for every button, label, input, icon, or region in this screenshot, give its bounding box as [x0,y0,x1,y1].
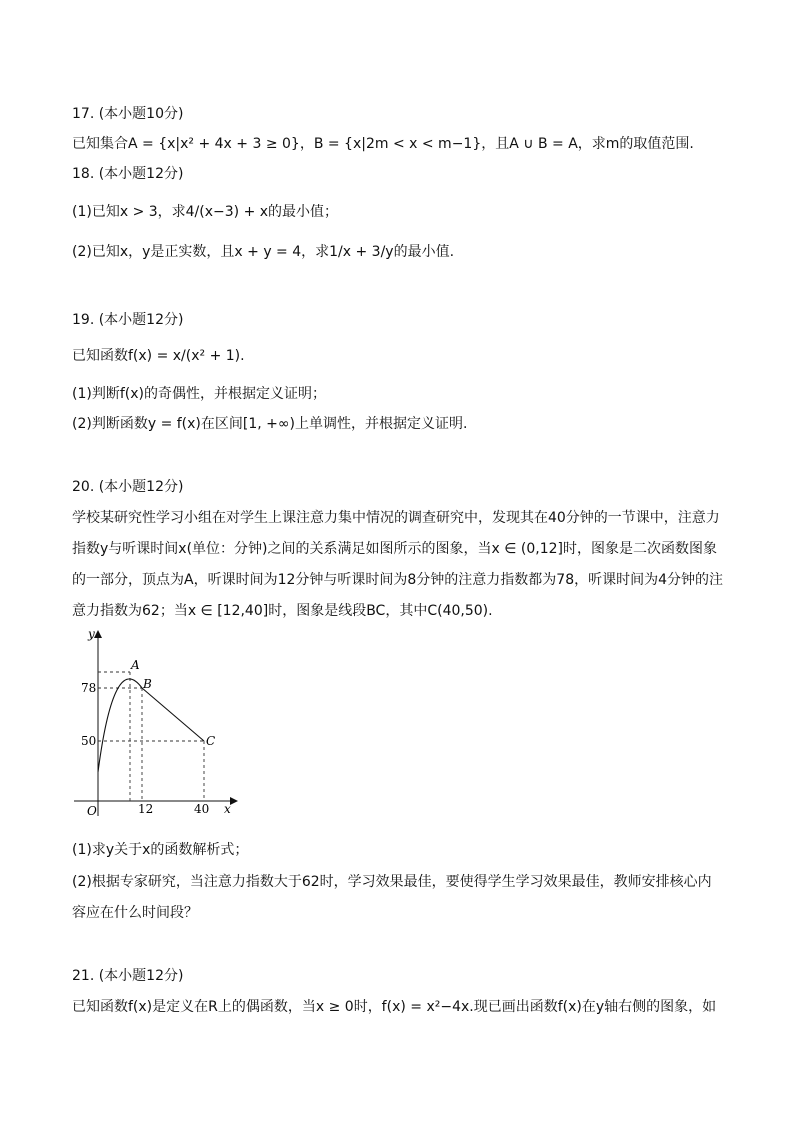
problem-18-part-1: (1)已知x > 3，求4/(x−3) + x的最小值； [72,204,339,220]
problem-19-header: 19. (本小题12分) [72,312,184,328]
problem-21-header: 21. (本小题12分) [72,968,184,984]
problem-20-part-2: (2)根据专家研究，当注意力指数大于62时，学习效果最佳，要使得学生学习效果最佳，教师安排核心内 [72,874,712,890]
tick-label-50: 50 [81,734,97,748]
problem-18-part-2: (2)已知x，y是正实数，且x + y = 4，求1/x + 3/y的最小值. [72,244,455,260]
attention-index-graph [68,620,248,820]
problem-19-part-2: (2)判断函数y = f(x)在区间[1, +∞)上单调性，并根据定义证明. [72,416,468,432]
point-b-label: B [143,677,152,691]
problem-17-header: 17. (本小题10分) [72,106,184,122]
point-a-label: A [131,658,140,672]
x-axis-label: x [224,802,231,816]
origin-label: O [87,804,97,818]
problem-20-text-line-1: 学校某研究性学习小组在对学生上课注意力集中情况的调查研究中，发现其在40分钟的一节课中，注意力 [72,510,720,526]
problem-19-part-1: (1)判断f(x)的奇偶性，并根据定义证明； [72,386,326,402]
problem-18-header: 18. (本小题12分) [72,166,184,182]
problem-20-part-1: (1)求y关于x的函数解析式； [72,842,249,858]
problem-20-part-2-continued: 容应在什么时间段？ [72,905,198,921]
tick-label-78: 78 [81,681,97,695]
problem-17-statement: 已知集合A = {x|x² + 4x + 3 ≥ 0}，B = {x|2m < x < m−1}，且A ∪ B = A，求m的取值范围. [72,136,694,152]
tick-label-40: 40 [194,802,210,816]
problem-20-text-line-2: 指数y与听课时间x(单位：分钟)之间的关系满足如图所示的图象，当x ∈ (0,12]时，图象是二次函数图象 [72,541,717,557]
segment-bc [142,688,204,741]
problem-20-text-line-4: 意力指数为62；当x ∈ [12,40]时，图象是线段BC，其中C(40,50). [72,603,493,619]
tick-label-12: 12 [138,802,154,816]
problem-21-statement: 已知函数f(x)是定义在R上的偶函数，当x ≥ 0时，f(x) = x²−4x.现已画出函数f(x)在y轴右侧的图象，如 [72,999,717,1015]
problem-20-header: 20. (本小题12分) [72,479,184,495]
point-c-label: C [206,734,216,748]
parabola-curve [98,679,142,772]
problem-20-text-line-3: 的一部分，顶点为A，听课时间为12分钟与听课时间为8分钟的注意力指数都为78，听课时间为4分钟的注 [72,572,724,588]
y-axis-label: y [88,627,95,641]
problem-19-statement: 已知函数f(x) = x/(x² + 1). [72,348,245,364]
